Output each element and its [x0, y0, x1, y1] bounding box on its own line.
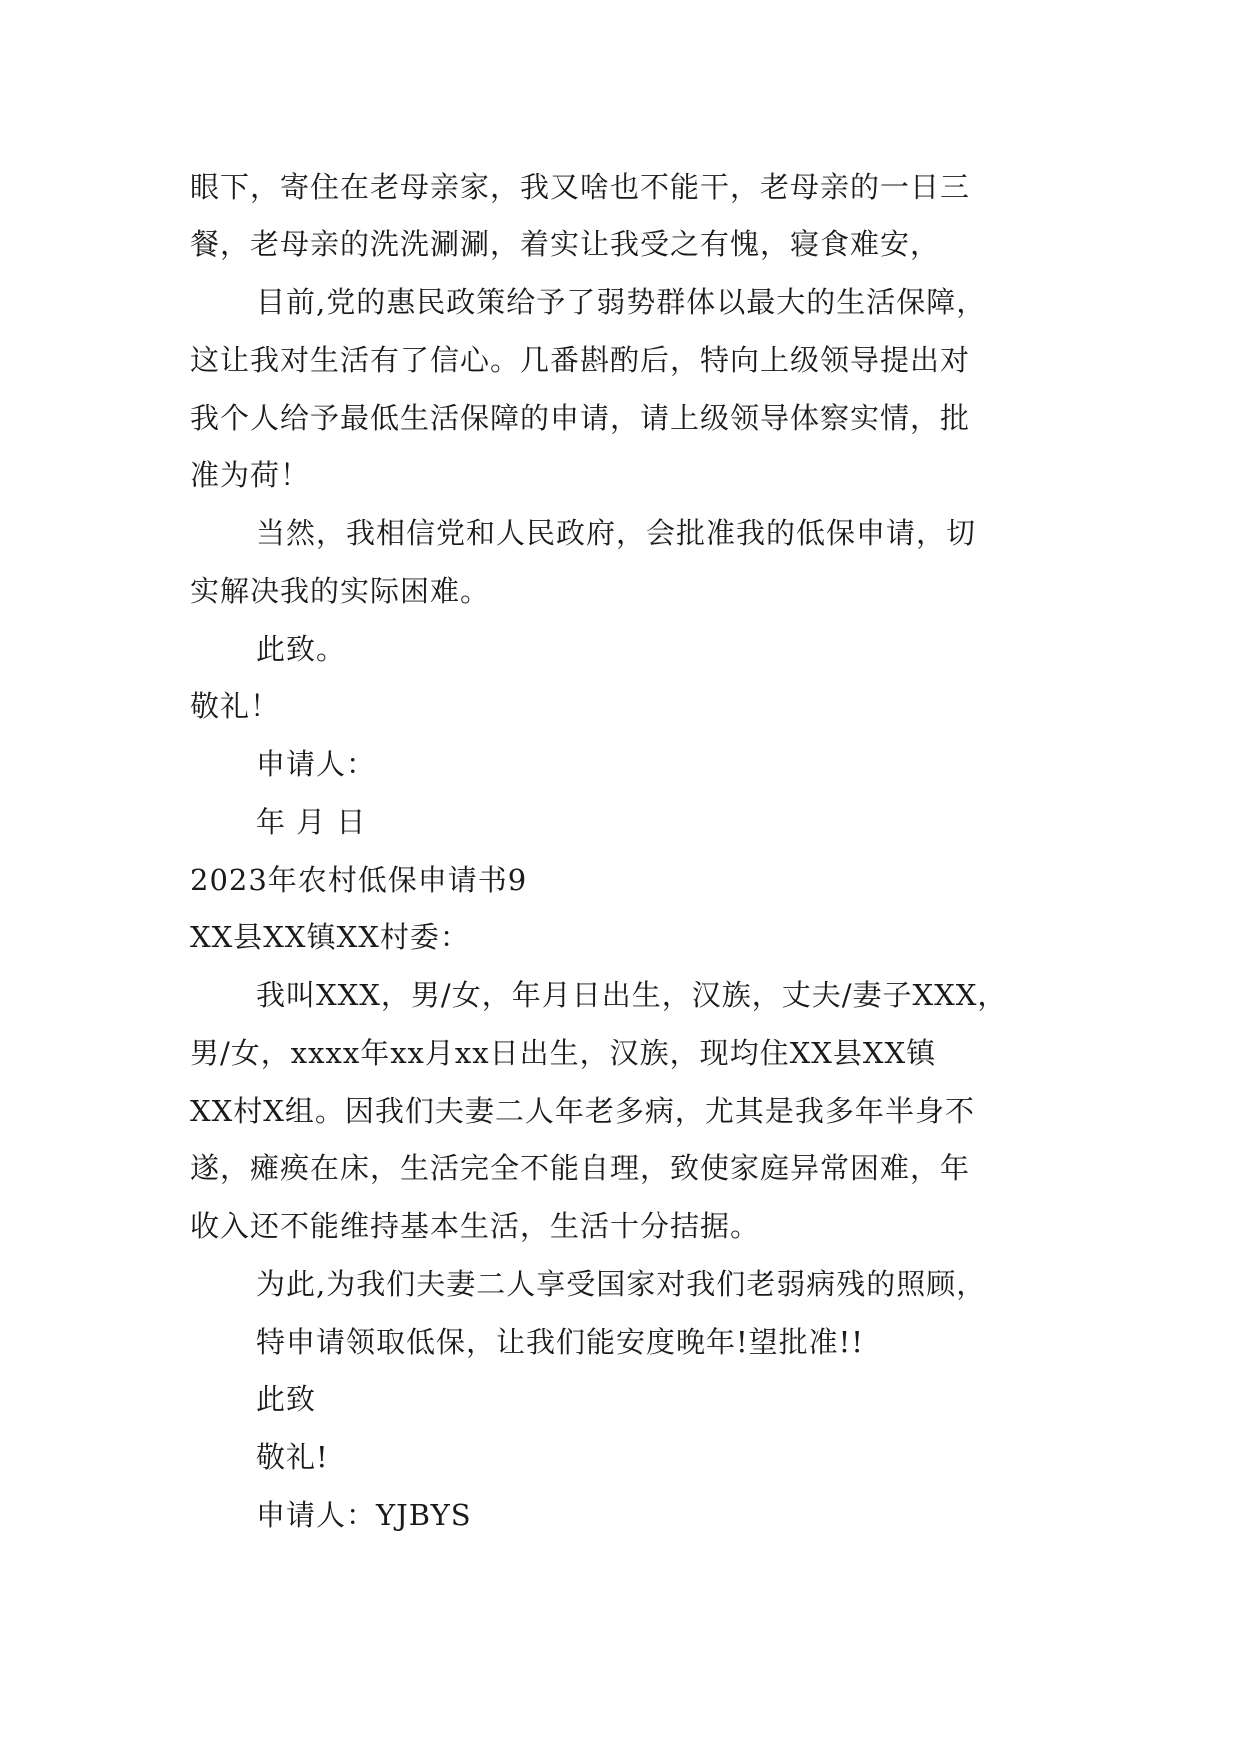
text-line: XX村X组。因我们夫妻二人年老多病，尤其是我多年半身不 — [190, 1094, 975, 1128]
closing-regards: 敬礼！ — [190, 689, 281, 723]
text-line: 收入还不能维持基本生活，生活十分拮据。 — [190, 1209, 761, 1243]
text-line: 我个人给予最低生活保障的申请，请上级领导体察实情，批 — [190, 401, 971, 435]
section-title: 2023年农村低保申请书9 — [190, 863, 528, 897]
text-line: 特申请领取低保，让我们能安度晚年!望批准!! — [256, 1325, 864, 1359]
text-line: 准为荷！ — [190, 458, 311, 492]
applicant-signature: 申请人： — [256, 747, 377, 781]
paragraph-start: 目前,党的惠民政策给予了弱势群体以最大的生活保障， — [256, 285, 987, 319]
text-line: 遂，瘫痪在床，生活完全不能自理，致使家庭异常困难，年 — [190, 1151, 971, 1185]
text-line: 这让我对生活有了信心。几番斟酌后，特向上级领导提出对 — [190, 343, 971, 377]
paragraph-start: 当然，我相信党和人民政府，会批准我的低保申请，切 — [256, 516, 977, 550]
closing-salutation: 此致。 — [256, 632, 347, 666]
text-line: 眼下，寄住在老母亲家，我又啥也不能干，老母亲的一日三 — [190, 170, 971, 204]
text-line: 餐，老母亲的洗洗涮涮，着实让我受之有愧，寝食难安， — [190, 227, 941, 261]
text-line: 实解决我的实际困难。 — [190, 574, 491, 608]
addressee: XX县XX镇XX村委： — [190, 920, 470, 954]
paragraph-start: 为此,为我们夫妻二人享受国家对我们老弱病残的照顾， — [256, 1267, 987, 1301]
closing-salutation: 此致 — [256, 1382, 317, 1416]
paragraph-start: 我叫XXX，男/女，年月日出生，汉族，丈夫/妻子XXX， — [256, 978, 1008, 1012]
closing-regards: 敬礼! — [256, 1440, 329, 1474]
text-line: 男/女，xxxx年xx月xx日出生，汉族，现均住XX县XX镇 — [190, 1036, 937, 1070]
applicant-signature: 申请人：YJBYS — [256, 1498, 472, 1532]
date-line: 年 月 日 — [256, 805, 367, 839]
